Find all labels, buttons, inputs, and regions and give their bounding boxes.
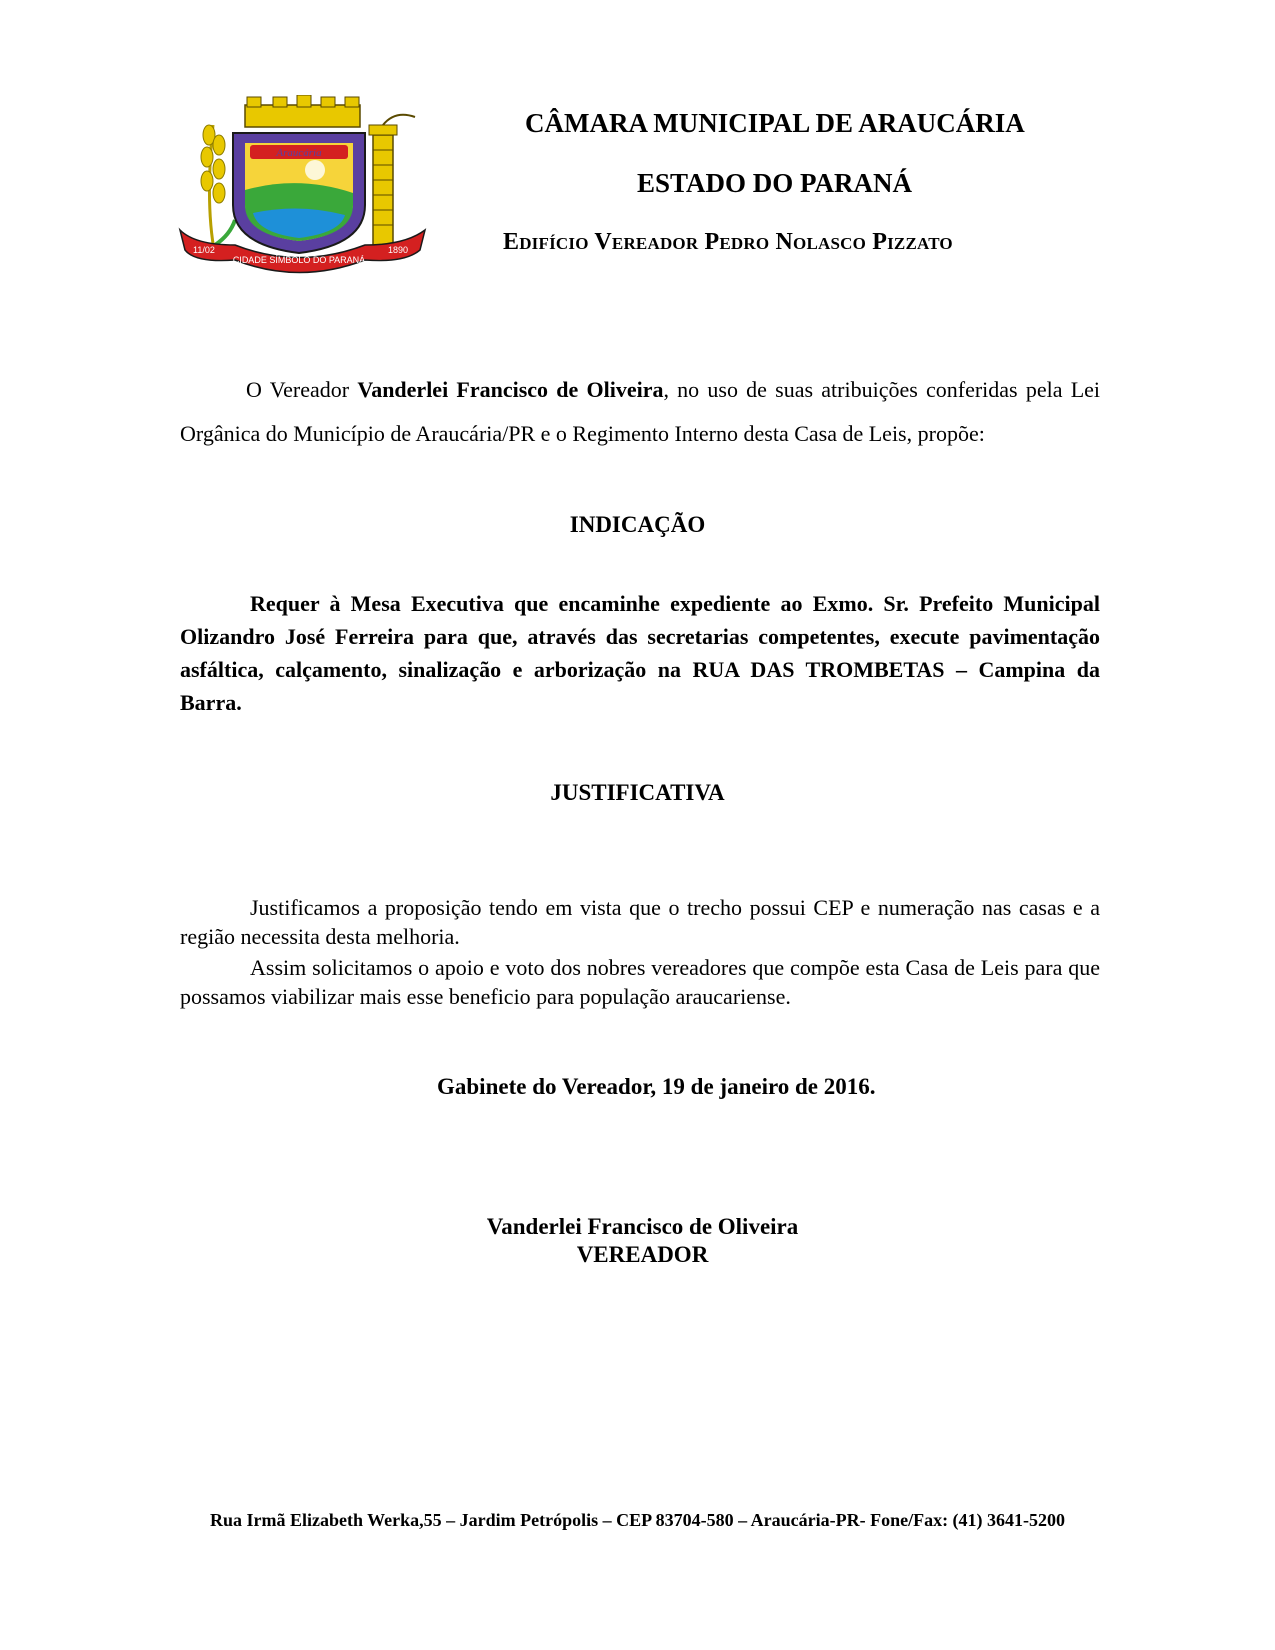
request-text: Requer à Mesa Executiva que encaminhe expediente ao Exmo. Sr. Prefeito Municipal Olizandro José Ferreira para que, através das secretarias competentes, execute pavimentação asfáltica, calçamento, sinalização e arborização na RUA DAS TROMBETAS – Campina da Barra. xyxy=(180,591,1100,715)
chimney-icon xyxy=(369,115,415,245)
shield-icon xyxy=(233,133,365,253)
signature-name: Vanderlei Francisco de Oliveira xyxy=(486,1214,799,1239)
signature-role: VEREADOR xyxy=(576,1242,709,1267)
header-state: ESTADO DO PARANÁ xyxy=(637,168,913,198)
date-line: Gabinete do Vereador, 19 de janeiro de 2016. xyxy=(437,1074,876,1099)
crest-ribbon-left: 11/02 xyxy=(193,245,215,255)
crown-icon xyxy=(245,95,360,127)
footer-address: Rua Irmã Elizabeth Werka,55 – Jardim Petrópolis – CEP 83704-580 – Araucária-PR- Fone/Fax: (41) 3641-5200 xyxy=(209,1510,1066,1530)
indicacao-title: INDICAÇÃO xyxy=(569,512,706,537)
justificativa-paragraph-1: Justificamos a proposição tendo em vista que o trecho possui CEP e numeração nas casas e a região necessita desta melhoria. xyxy=(180,895,1100,949)
intro-suffix: , no uso de suas atribuições conferidas pela Lei Orgânica do Município de Araucária/PR e o Regimento Interno desta Casa de Leis, propõe: xyxy=(180,377,1101,446)
header-building: Edifício Vereador Pedro Nolasco Pizzato xyxy=(503,229,953,255)
justificativa-paragraph-2: Assim solicitamos o apoio e voto dos nobres vereadores que compõe esta Casa de Leis para que possamos viabilizar mais esse beneficio para população araucariense. xyxy=(180,955,1100,1009)
signature-block xyxy=(440,1213,845,1269)
justificativa-body xyxy=(180,893,1100,1011)
araucaria-coat-of-arms-icon xyxy=(175,95,430,275)
crest-banner-text: Araucária xyxy=(276,147,322,159)
intro-prefix: O Vereador xyxy=(246,377,358,402)
wheat-icon xyxy=(201,125,235,255)
crest-ribbon-text: CIDADE SÍMBOLO DO PARANÁ xyxy=(232,255,366,265)
intro-name: Vanderlei Francisco de Oliveira xyxy=(357,377,664,402)
header-institution: CÂMARA MUNICIPAL DE ARAUCÁRIA xyxy=(525,108,1025,138)
justificativa-title: JUSTIFICATIVA xyxy=(550,780,725,805)
crest-ribbon-right: 1890 xyxy=(388,245,409,255)
request-paragraph xyxy=(180,587,1100,719)
intro-paragraph xyxy=(180,368,1100,456)
